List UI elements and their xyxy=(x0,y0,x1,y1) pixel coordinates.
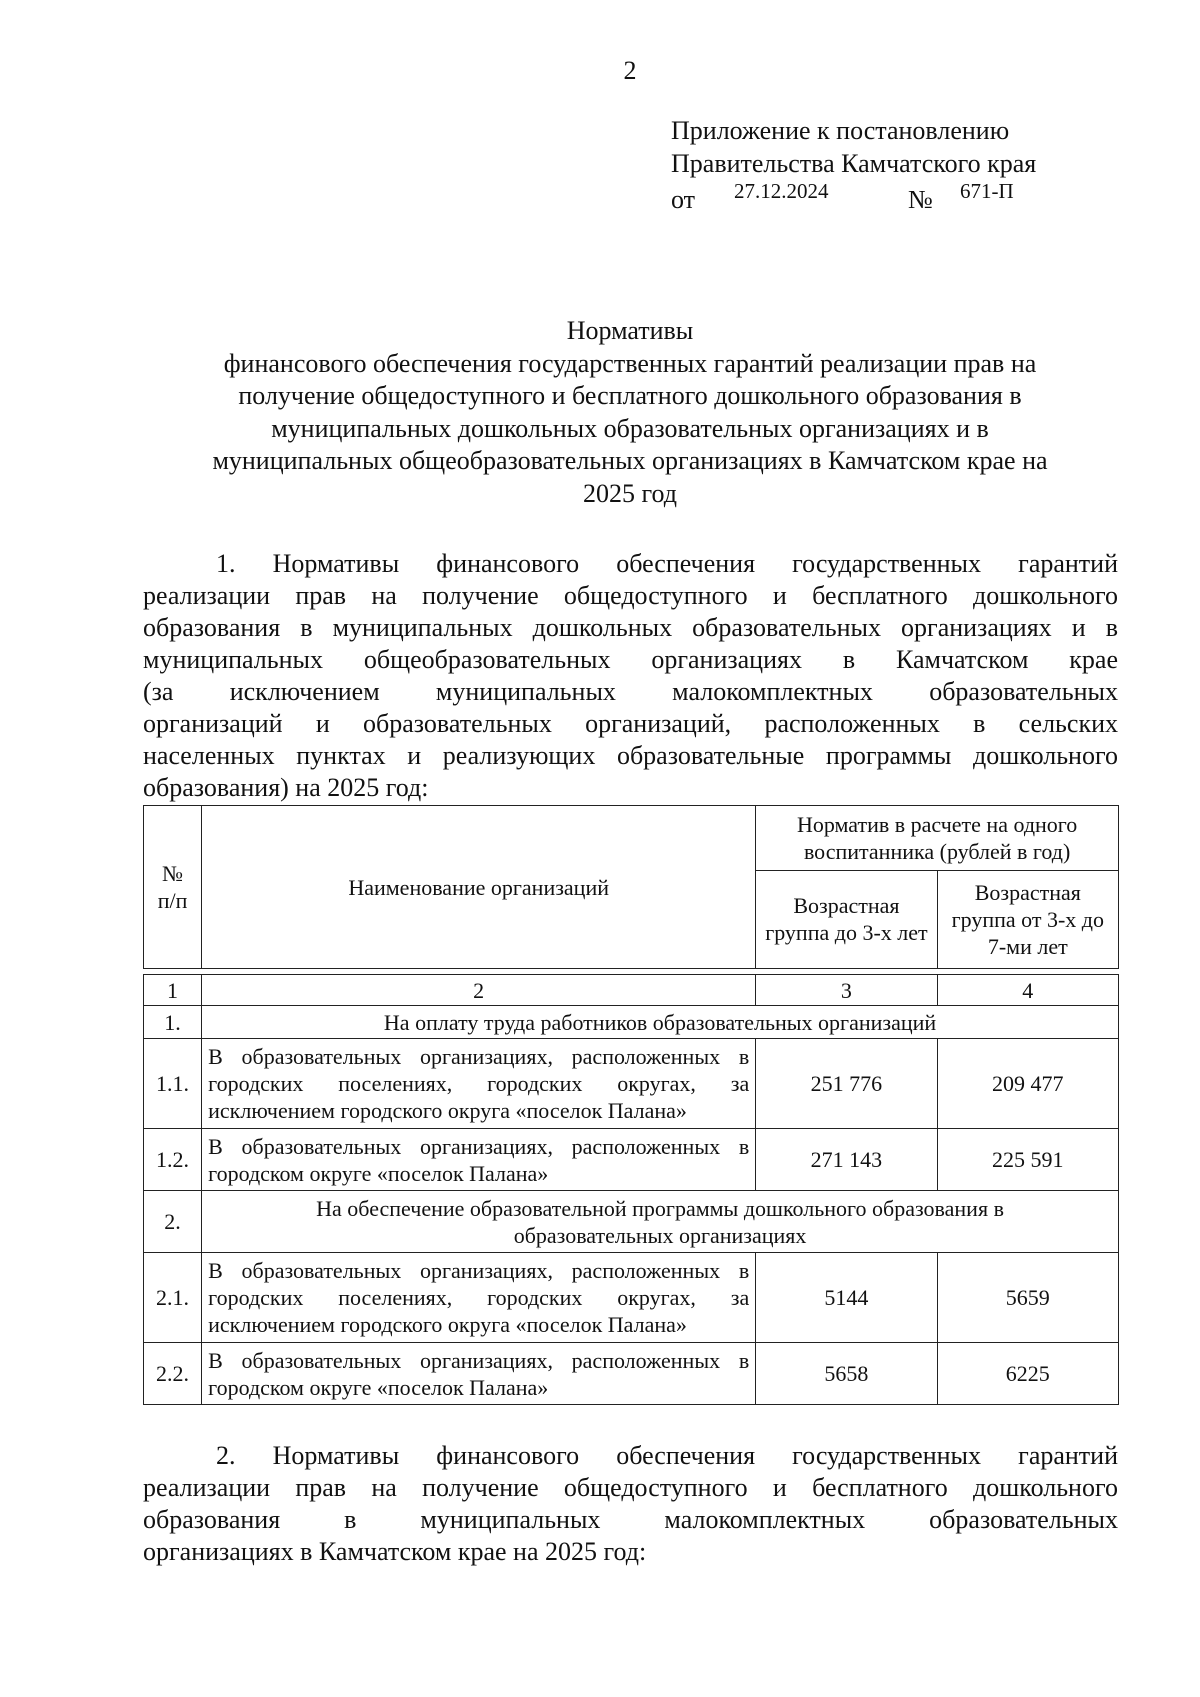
header-norm-group: Норматив в расчете на одного воспитанника (рублей в год) xyxy=(756,806,1119,871)
row-name-line: исключением городского округа «поселок Палана» xyxy=(208,1312,687,1337)
row-name-line: городском округе «поселок Палана» xyxy=(208,1160,549,1186)
section-row xyxy=(144,1191,1119,1253)
row-num: 2.2. xyxy=(144,1343,202,1405)
row-name-line: городских поселениях, городских округах, за xyxy=(208,1285,750,1310)
title-line: получение общедоступного и бесплатного дошкольного образования в xyxy=(238,381,1022,410)
title-line: муниципальных дошкольных образовательных организациях и в xyxy=(271,413,989,443)
table-row xyxy=(144,1129,1119,1191)
row-name xyxy=(202,1039,756,1129)
column-number: 2 xyxy=(202,975,756,1006)
row-name-line: В образовательных организациях, расположенных в xyxy=(208,1347,750,1373)
appendix-header xyxy=(671,114,1131,214)
row-num: 1.1. xyxy=(144,1039,202,1129)
section-num: 1. xyxy=(144,1006,202,1039)
value-age-under-3: 5144 xyxy=(756,1253,937,1343)
column-number: 1 xyxy=(144,975,202,1006)
header-age-under-3: Возрастная группа до 3-х лет xyxy=(756,870,937,968)
value-age-under-3: 5658 xyxy=(756,1343,937,1405)
section-num: 2. xyxy=(144,1191,202,1253)
column-number: 3 xyxy=(756,975,937,1006)
table-row xyxy=(144,1039,1119,1129)
row-name-line: исключением городского округа «поселок Палана» xyxy=(208,1098,687,1123)
header-age-3-to-7: Возрастная группа от 3-х до 7-ми лет xyxy=(937,870,1118,968)
resolution-number: 671-П xyxy=(960,179,1014,203)
page-number: 2 xyxy=(623,56,637,85)
paragraph-line: реализации прав на получение общедоступного и бесплатного дошкольного xyxy=(143,1473,1118,1502)
paragraph-2 xyxy=(143,1440,1118,1568)
title-line: муниципальных общеобразовательных организациях в Камчатском крае на xyxy=(212,446,1048,475)
paragraph-line: 2. Нормативы финансового обеспечения государственных гарантий xyxy=(216,1441,1118,1470)
appendix-line-1: Приложение к постановлению xyxy=(671,116,1010,145)
section-title xyxy=(202,1191,1119,1253)
paragraph-line: муниципальных общеобразовательных организациях в Камчатском крае xyxy=(143,645,1118,674)
column-number: 4 xyxy=(937,975,1118,1006)
value-age-under-3: 251 776 xyxy=(756,1039,937,1129)
section-title-line: На обеспечение образовательной программы дошкольного образования в xyxy=(316,1195,1004,1221)
paragraph-line: организациях в Камчатском крае на 2025 год: xyxy=(143,1537,647,1566)
resolution-date: 27.12.2024 xyxy=(734,179,829,203)
row-name xyxy=(202,1253,756,1343)
row-num: 2.1. xyxy=(144,1253,202,1343)
document-title xyxy=(140,315,1120,510)
row-name-line: городских поселениях, городских округах, за xyxy=(208,1071,750,1096)
title-line: 2025 год xyxy=(583,478,677,508)
value-age-3-to-7: 5659 xyxy=(937,1253,1118,1343)
from-label: от xyxy=(671,185,696,214)
paragraph-line: реализации прав на получение общедоступного и бесплатного дошкольного xyxy=(143,581,1118,610)
row-name-line: В образовательных организациях, расположенных в xyxy=(208,1133,750,1159)
norms-table xyxy=(143,805,1119,1405)
value-age-3-to-7: 6225 xyxy=(937,1343,1118,1405)
paragraph-1 xyxy=(143,548,1118,804)
row-name xyxy=(202,1343,756,1405)
paragraph-line: 1. Нормативы финансового обеспечения государственных гарантий xyxy=(216,549,1118,578)
title-line: Нормативы xyxy=(566,316,694,345)
row-name xyxy=(202,1129,756,1191)
header-name: Наименование организаций xyxy=(202,806,756,969)
section-title: На оплату труда работников образовательных организаций xyxy=(202,1006,1119,1039)
value-age-3-to-7: 209 477 xyxy=(937,1039,1118,1129)
value-age-3-to-7: 225 591 xyxy=(937,1129,1118,1191)
row-name-line: городском округе «поселок Палана» xyxy=(208,1374,549,1400)
row-name-line: В образовательных организациях, расположенных в xyxy=(208,1044,750,1069)
table-row xyxy=(144,1343,1119,1405)
paragraph-line: (за исключением муниципальных малокомплектных образовательных xyxy=(143,677,1118,706)
row-num: 1.2. xyxy=(144,1129,202,1191)
paragraph-line: образования в муниципальных малокомплектных образовательных xyxy=(143,1505,1118,1534)
value-age-under-3: 271 143 xyxy=(756,1129,937,1191)
paragraph-line: организаций и образовательных организаций, расположенных в сельских xyxy=(143,709,1118,738)
paragraph-line: населенных пунктах и реализующих образовательные программы дошкольного xyxy=(143,741,1118,770)
header-num: № п/п xyxy=(144,806,202,969)
title-line: финансового обеспечения государственных гарантий реализации прав на xyxy=(223,348,1037,378)
paragraph-line: образования в муниципальных дошкольных образовательных организациях и в xyxy=(143,613,1118,642)
row-name-line: В образовательных организациях, расположенных в xyxy=(208,1258,750,1283)
section-title-line: образовательных организациях xyxy=(513,1222,807,1248)
table-header-row xyxy=(144,806,1119,871)
number-label: № xyxy=(908,185,933,214)
appendix-line-2: Правительства Камчатского края xyxy=(671,149,1037,178)
resolution-details xyxy=(671,179,1131,214)
paragraph-line: образования) на 2025 год: xyxy=(143,773,429,802)
section-row xyxy=(144,1006,1119,1039)
table-row xyxy=(144,1253,1119,1343)
column-number-row xyxy=(144,975,1119,1006)
